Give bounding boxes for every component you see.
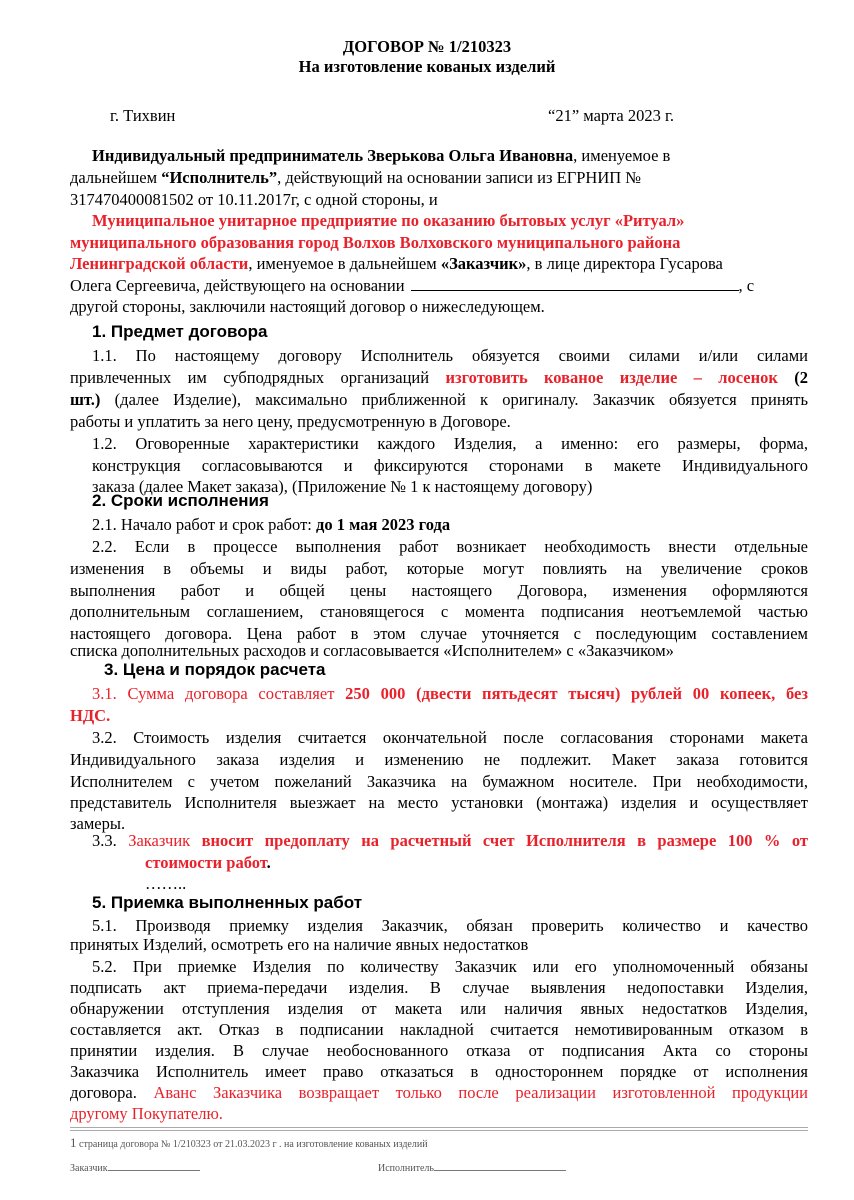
- text: (2: [777, 368, 808, 387]
- intro-line-8: другой стороны, заключили настоящий договор о нижеследующем.: [70, 297, 545, 316]
- p5-2-line-8: другому Покупателю.: [70, 1104, 223, 1123]
- section-1-heading: 1. Предмет договора: [92, 322, 268, 341]
- executor-label: Исполнитель: [378, 1163, 434, 1174]
- p3-1-line-1: [92, 683, 808, 705]
- p3-2-line-4: представитель Исполнителя выезжает на место установки (монтажа) изделия и осуществляет: [70, 793, 808, 812]
- document-title: ДОГОВОР № 1/210323: [342, 37, 512, 56]
- customer-name-line-2: муниципального образования город Волхов Волховского муниципального района: [70, 233, 681, 252]
- intro-line-7: [70, 275, 754, 297]
- page-number: 1: [70, 1135, 77, 1150]
- p1-2-line-2: конструкция согласовываются и фиксируются сторонами в макете Индивидуального: [92, 456, 808, 475]
- text: 3.3.: [92, 831, 129, 850]
- p5-2-line-2: подписать акт приема-передачи изделия. В случае выявления недопоставки Изделия,: [70, 978, 808, 997]
- refund-clause: Аванс Заказчика возвращает только после реализации изготовленной продукции: [153, 1083, 808, 1102]
- p3-2-line-5: замеры.: [70, 814, 126, 833]
- intro-line-6: [70, 253, 723, 275]
- p2-2-line-1: 2.2. Если в процессе выполнения работ возникает необходимость внести отдельные: [92, 537, 808, 556]
- customer-name-line-1: Муниципальное унитарное предприятие по оказанию бытовых услуг «Ритуал»: [92, 211, 685, 230]
- section-3-heading: 3. Цена и порядок расчета: [104, 660, 326, 679]
- customer-signature-line: [108, 1170, 200, 1171]
- intro-line-2: [70, 167, 641, 189]
- p2-2-line-4: дополнительным соглашением, становящегося с момента подписания неотъемлемой частью: [70, 602, 808, 621]
- footer-rule-2: [70, 1130, 808, 1131]
- customer-signature: [70, 1163, 200, 1174]
- intro-line-1: [92, 145, 670, 167]
- p2-2-line-2: изменения в объемы и виды работ, которые могут повлиять на увеличение сроков: [70, 559, 808, 578]
- prepayment: вносит предоплату на расчетный счет Исполнителя в размере 100 % от: [201, 831, 809, 850]
- text: .: [266, 853, 271, 872]
- p3-3-line-2: [145, 852, 271, 874]
- page-text: страница договора № 1/210323 от 21.03.2023 г . на изготовление кованых изделий: [76, 1139, 428, 1150]
- p5-1-line-2: принятых Изделий, осмотреть его на наличие явных недостатков: [70, 935, 529, 954]
- intro-line-3: 317470400081502 от 10.11.2017г, с одной стороны, и: [70, 190, 438, 209]
- text: стоимости работ: [145, 853, 267, 872]
- p3-3-line-1: [92, 830, 808, 852]
- city: г. Тихвин: [110, 106, 176, 125]
- text: привлеченных им субподрядных организаций: [70, 368, 446, 387]
- date-quoted: “21”: [548, 106, 580, 125]
- p5-2-line-3: обнаружении отступления изделия от макета или наличия явных недостатков Изделия,: [70, 999, 808, 1018]
- p1-2-line-3: заказа (далее Макет заказа), (Приложение № 1 к настоящему договору): [92, 477, 593, 496]
- p2-2-line-5: настоящего договора. Цена работ в этом случае уточняется с последующим составлением: [70, 624, 808, 643]
- text: , с: [738, 276, 755, 295]
- ellipsis: ……..: [145, 874, 187, 893]
- text: , в лице директора Гусарова: [526, 254, 723, 273]
- customer-label: Заказчик: [70, 1163, 108, 1174]
- p2-1: [92, 514, 450, 536]
- p1-1-line-2: [70, 367, 808, 389]
- deadline: до 1 мая 2023 года: [316, 515, 451, 534]
- contract-date: [548, 105, 674, 127]
- executor-signature: [378, 1163, 566, 1174]
- p2-2-line-3: выполнения работ и общей цены настоящего Договора, изменения оформляются: [70, 581, 808, 600]
- text: 2.1. Начало работ и срок работ:: [92, 515, 317, 534]
- section-2-heading: 2. Сроки исполнения: [92, 491, 269, 510]
- text: , именуемое в: [573, 146, 671, 165]
- product-name: изготовить кованое изделие – лосенок: [445, 368, 778, 387]
- customer-term: «Заказчик»: [440, 254, 527, 273]
- document-subtitle: На изготовление кованых изделий: [298, 57, 556, 76]
- p5-2-line-4: составляется акт. Отказ в подписании накладной считается немотивированным отказом в: [70, 1020, 808, 1039]
- customer-region: Ленинградской области: [70, 254, 249, 273]
- section-5-heading: 5. Приемка выполненных работ: [92, 893, 363, 912]
- footer-page-info: [70, 1132, 428, 1154]
- p3-2-line-2: Индивидуального заказа изделия и изменению не подлежит. Макет заказа готовится: [70, 750, 808, 769]
- p5-2-line-1: 5.2. При приемке Изделия по количеству Заказчик или его уполномоченный обязаны: [92, 957, 808, 976]
- text: , действующий на основании записи из ЕГРНИП №: [277, 168, 642, 187]
- p5-2-line-6: Заказчика Исполнитель имеет право отказаться в одностороннем порядке от исполнения: [70, 1062, 808, 1081]
- text: договора.: [70, 1083, 154, 1102]
- footer-rule: [70, 1127, 808, 1128]
- executor-name: Индивидуальный предприниматель Зверькова Ольга Ивановна: [92, 146, 574, 165]
- p1-1-line-4: работы и уплатить за него цену, предусмотренную в Договоре.: [70, 412, 511, 431]
- p5-1-line-1: 5.1. Производя приемку изделия Заказчик, обязан проверить количество и качество: [92, 916, 808, 935]
- p5-2-line-5: принятии изделия. В случае необоснованного отказа от подписания Акта со стороны: [70, 1041, 808, 1060]
- p3-2-line-3: Исполнителем с учетом пожеланий Заказчика на бумажном носителе. При необходимости,: [70, 772, 808, 791]
- quantity: шт.): [70, 390, 101, 409]
- p1-1-line-3: [70, 389, 808, 411]
- executor-signature-line: [434, 1170, 566, 1171]
- p5-2-line-7: [70, 1082, 808, 1104]
- p3-1-line-2: НДС.: [70, 706, 111, 725]
- text: дальнейшем: [70, 168, 162, 187]
- text: Заказчик: [128, 831, 202, 850]
- p1-1-line-1: 1.1. По настоящему договору Исполнитель обязуется своими силами и/или силами: [92, 346, 808, 365]
- p3-2-line-1: 3.2. Стоимость изделия считается окончательной после согласования сторонами макета: [92, 728, 808, 747]
- p2-2-line-6: списка дополнительных расходов и согласовывается «Исполнителем» с «Заказчиком»: [70, 641, 674, 660]
- contract-sum: 250 000 (двести пятьдесят тысяч) рублей 00 копеек, без: [345, 684, 808, 703]
- text: Олега Сергеевича, действующего на основании: [70, 276, 405, 295]
- executor-term: “Исполнитель”: [161, 168, 278, 187]
- text: 3.1. Сумма договора составляет: [92, 684, 346, 703]
- basis-blank: [411, 290, 739, 291]
- p1-2-line-1: 1.2. Оговоренные характеристики каждого Изделия, а именно: его размеры, форма,: [92, 434, 808, 453]
- text: , именуемое в дальнейшем: [248, 254, 441, 273]
- text: (далее Изделие), максимально приближенной к оригиналу. Заказчик обязуется принять: [100, 390, 808, 409]
- date-rest: марта 2023 г.: [579, 106, 674, 125]
